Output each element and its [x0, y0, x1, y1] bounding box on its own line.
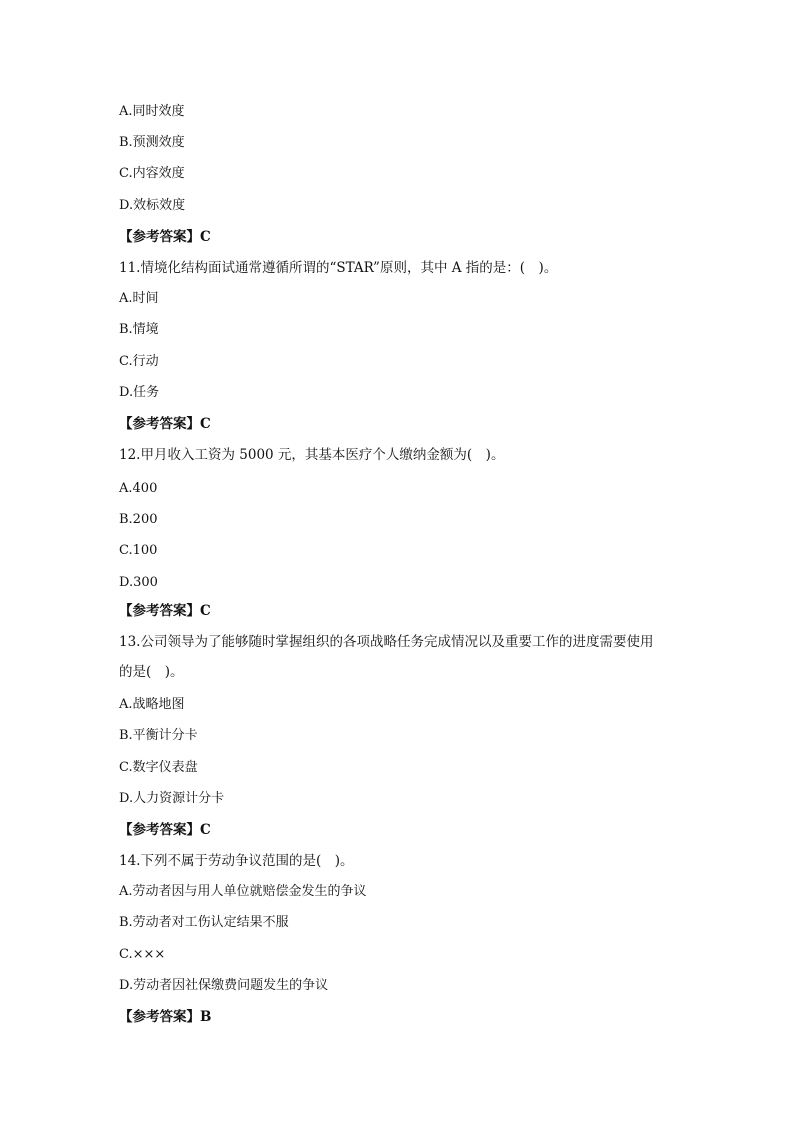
q12-option-b: B.200	[119, 512, 158, 527]
q10-option-d: D.效标效度	[119, 198, 186, 213]
q10-option-a: A.同时效度	[119, 104, 185, 119]
q12-answer: 【参考答案】C	[119, 603, 211, 619]
q12-option-d: D.300	[119, 575, 158, 590]
q12-option-a: A.400	[119, 481, 158, 496]
q14-option-b: B.劳动者对工伤认定结果不服	[119, 915, 289, 930]
q12-stem: 12.甲月收入工资为 5000 元，其基本医疗个人缴纳金额为( )。	[119, 447, 505, 463]
q13-stem-line2: 的是( )。	[119, 664, 184, 680]
q11-option-b: B.情境	[119, 322, 159, 337]
q13-option-b: B.平衡计分卡	[119, 728, 198, 743]
q13-stem-line1: 13.公司领导为了能够随时掌握组织的各项战略任务完成情况以及重要工作的进度需要使用	[119, 634, 654, 650]
q14-option-d: D.劳动者因社保缴费问题发生的争议	[119, 978, 329, 993]
q13-option-d: D.人力资源计分卡	[119, 791, 225, 806]
q14-option-c: C.×××	[119, 947, 166, 962]
q11-stem: 11.情境化结构面试通常遵循所谓的“STAR”原则，其中 A 指的是：( )。	[119, 260, 558, 276]
q14-option-a: A.劳动者因与用人单位就赔偿金发生的争议	[119, 884, 367, 899]
q11-option-d: D.任务	[119, 385, 160, 400]
q13-option-c: C.数字仪表盘	[119, 760, 198, 775]
q10-answer: 【参考答案】C	[119, 229, 211, 245]
q10-option-b: B.预测效度	[119, 135, 185, 150]
q14-answer: 【参考答案】B	[119, 1009, 212, 1025]
q11-answer: 【参考答案】C	[119, 416, 211, 432]
q11-option-a: A.时间	[119, 291, 159, 306]
q13-answer: 【参考答案】C	[119, 822, 211, 838]
q13-option-a: A.战略地图	[119, 697, 185, 712]
q10-option-c: C.内容效度	[119, 166, 185, 181]
q11-option-c: C.行动	[119, 354, 159, 369]
q12-option-c: C.100	[119, 543, 158, 558]
q14-stem: 14.下列不属于劳动争议范围的是( )。	[119, 853, 354, 869]
